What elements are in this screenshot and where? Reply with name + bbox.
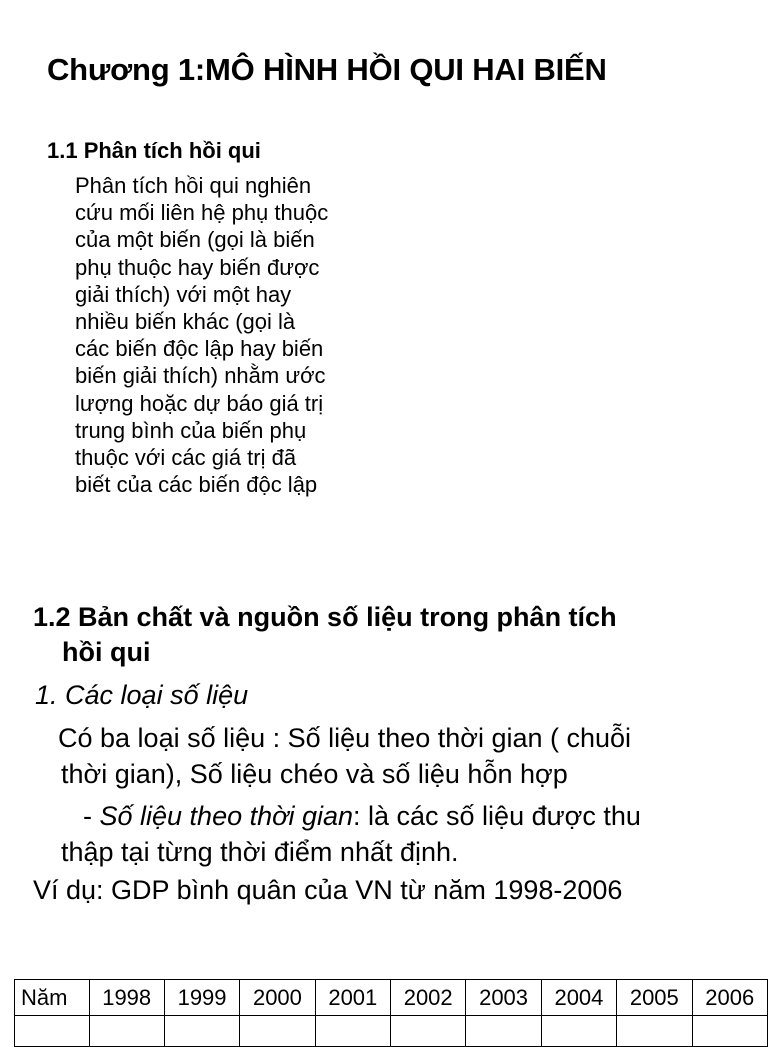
year-cell: 1999 xyxy=(164,980,239,1016)
table-cell xyxy=(89,1016,164,1047)
year-cell: 2004 xyxy=(541,980,616,1016)
table-cell xyxy=(164,1016,239,1047)
paragraph-line: nhiều biến khác (gọi là xyxy=(75,309,296,335)
section-1-1-paragraph xyxy=(75,172,385,498)
paragraph-line: biết của các biến độc lập xyxy=(75,472,318,498)
table-header-cell: Năm xyxy=(15,980,90,1016)
paragraph-line: biến giải thích) nhằm ước xyxy=(75,363,326,389)
data-types-subheading: 1. Các loại số liệu xyxy=(35,680,249,710)
paragraph-line: trung bình của biến phụ xyxy=(75,417,307,443)
paragraph-line: thời gian), Số liệu chéo và số liệu hỗn hợp xyxy=(61,759,568,789)
paragraph-line: phụ thuộc hay biến được xyxy=(75,254,320,280)
year-cell: 2000 xyxy=(240,980,315,1016)
year-cell: 2003 xyxy=(466,980,541,1016)
paragraph-line: cứu mối liên hệ phụ thuộc xyxy=(75,200,329,226)
definition-line xyxy=(61,798,641,834)
paragraph-line: các biến độc lập hay biến xyxy=(75,336,324,362)
section-1-1-heading: 1.1 Phân tích hồi qui xyxy=(47,138,261,163)
table-cell xyxy=(391,1016,466,1047)
table-cell xyxy=(692,1016,768,1047)
table-cell xyxy=(541,1016,616,1047)
paragraph-line: giải thích) với một hay xyxy=(75,281,292,307)
table-cell xyxy=(466,1016,541,1047)
paragraph-line: thuộc với các giá trị đã xyxy=(75,445,297,471)
paragraph-line: Có ba loại số liệu : Số liệu theo thời gian ( chuỗi xyxy=(58,723,632,753)
year-cell: 2001 xyxy=(315,980,390,1016)
paragraph-line: của một biến (gọi là biến xyxy=(75,227,315,253)
year-cell: 2006 xyxy=(692,980,768,1016)
example-line: Ví dụ: GDP bình quân của VN từ năm 1998-2006 xyxy=(33,875,623,905)
table-cell xyxy=(617,1016,692,1047)
year-cell: 2005 xyxy=(617,980,692,1016)
bullet-dash: - xyxy=(83,801,100,831)
table-cell xyxy=(15,1016,90,1047)
table-row xyxy=(15,980,768,1016)
data-types-paragraph xyxy=(58,720,631,792)
chapter-title: Chương 1:MÔ HÌNH HỒI QUI HAI BIẾN xyxy=(47,52,607,87)
section-1-2-heading-line2: hồi qui xyxy=(62,637,151,667)
paragraph-line: lượng hoặc dự báo giá trị xyxy=(75,390,324,416)
section-1-2-heading-line1: 1.2 Bản chất và nguồn số liệu trong phân tích xyxy=(33,602,617,632)
year-cell: 2002 xyxy=(391,980,466,1016)
section-1-2-heading xyxy=(33,600,733,670)
table-cell xyxy=(240,1016,315,1047)
table-row xyxy=(15,1016,768,1047)
definition-text: : là các số liệu được thu xyxy=(353,801,641,831)
definition-line: thập tại từng thời điểm nhất định. xyxy=(61,837,459,867)
paragraph-line: Phân tích hồi qui nghiên xyxy=(75,173,312,198)
time-series-definition xyxy=(61,798,641,870)
year-cell: 1998 xyxy=(89,980,164,1016)
time-series-term: Số liệu theo thời gian xyxy=(99,801,353,831)
gdp-table xyxy=(14,979,768,1047)
table-cell xyxy=(315,1016,390,1047)
